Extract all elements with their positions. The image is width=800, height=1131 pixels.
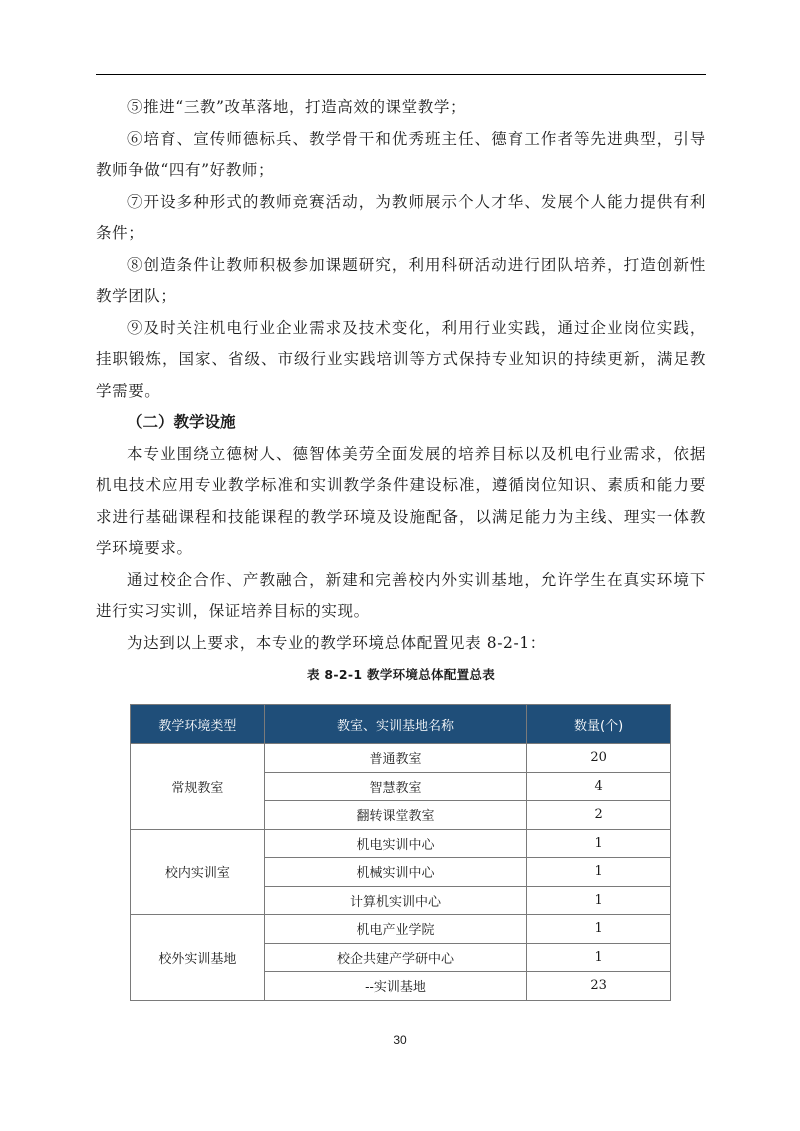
name-cell: 普通教室 [264, 744, 527, 773]
count-cell: 1 [527, 943, 671, 972]
body-paragraph: 为达到以上要求，本专业的教学环境总体配置见表 8-2-1： [127, 633, 546, 652]
table-caption: 表 8-2-1 教学环境总体配置总表 [306, 667, 496, 682]
page-body [96, 92, 706, 695]
table-header-row [131, 705, 671, 744]
column-header-name: 教室、实训基地名称 [264, 705, 527, 744]
list-item-7: ⑦开设多种形式的教师竞赛活动，为教师展示个人才华、发展个人能力提供有利条件； [96, 192, 706, 242]
environment-table [130, 704, 671, 1001]
group-cell: 校内实训室 [131, 829, 265, 915]
count-cell: 20 [527, 744, 671, 773]
column-header-count: 数量(个) [527, 705, 671, 744]
list-item-5: ⑤推进“三教”改革落地，打造高效的课堂教学； [127, 98, 467, 116]
count-cell: 1 [527, 829, 671, 858]
count-cell: 1 [527, 858, 671, 887]
body-paragraph: 本专业围绕立德树人、德智体美劳全面发展的培养目标以及机电行业需求，依据机电技术应用专业教学标准和实训教学条件建设标准，遵循岗位知识、素质和能力要求进行基础课程和技能课程的教学环境及设施配备，以满足能力为主线、理实一体教学环境要求。 [96, 444, 706, 557]
name-cell: --实训基地 [264, 972, 527, 1001]
table-row [131, 915, 671, 944]
count-cell: 1 [527, 915, 671, 944]
count-cell: 1 [527, 886, 671, 915]
count-cell: 2 [527, 801, 671, 830]
table-row [131, 829, 671, 858]
name-cell: 校企共建产学研中心 [264, 943, 527, 972]
list-item-8: ⑧创造条件让教师积极参加课题研究，利用科研活动进行团队培养，打造创新性教学团队； [96, 255, 706, 305]
list-item-9: ⑨及时关注机电行业企业需求及技术变化，利用行业实践，通过企业岗位实践，挂职锻炼，国家、省级、市级行业实践培训等方式保持专业知识的持续更新，满足教学需要。 [96, 318, 706, 400]
count-cell: 23 [527, 972, 671, 1001]
group-cell: 常规教室 [131, 744, 265, 830]
name-cell: 机械实训中心 [264, 858, 527, 887]
page-number: 30 [393, 1033, 407, 1047]
group-cell: 校外实训基地 [131, 915, 265, 1001]
name-cell: 翻转课堂教室 [264, 801, 527, 830]
header-rule [96, 74, 706, 75]
name-cell: 机电产业学院 [264, 915, 527, 944]
column-header-type: 教学环境类型 [131, 705, 265, 744]
name-cell: 机电实训中心 [264, 829, 527, 858]
name-cell: 计算机实训中心 [264, 886, 527, 915]
table-row [131, 744, 671, 773]
list-item-6: ⑥培育、宣传师德标兵、教学骨干和优秀班主任、德育工作者等先进典型，引导教师争做“四有”好教师； [96, 129, 706, 179]
body-paragraph: 通过校企合作、产教融合，新建和完善校内外实训基地，允许学生在真实环境下进行实习实训，保证培养目标的实现。 [96, 570, 706, 620]
section-heading: （二）教学设施 [127, 413, 236, 431]
name-cell: 智慧教室 [264, 772, 527, 801]
count-cell: 4 [527, 772, 671, 801]
